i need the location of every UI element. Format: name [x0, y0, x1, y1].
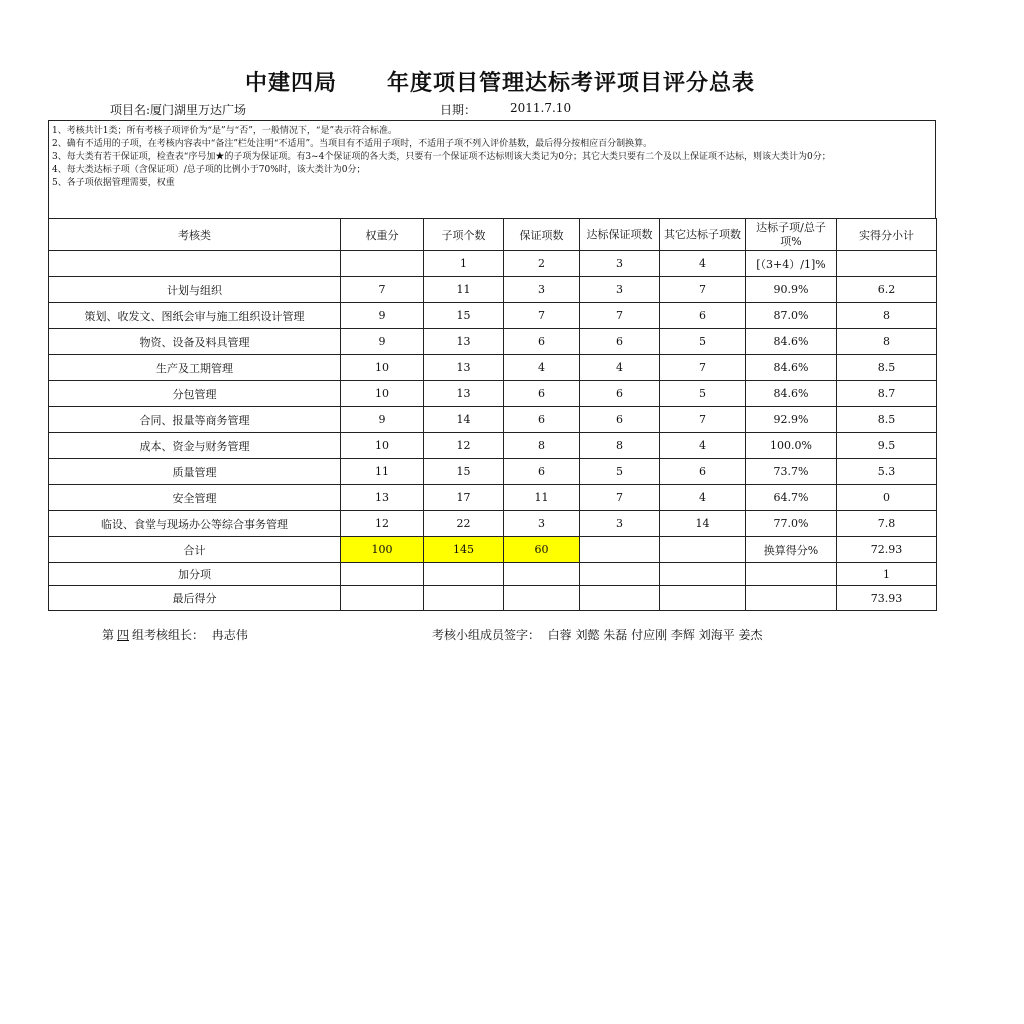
table-cell: 84.6%	[746, 381, 837, 407]
table-cell: 7	[660, 355, 746, 381]
table-cell: 3	[504, 277, 580, 303]
table-cell: 生产及工期管理	[49, 355, 341, 381]
table-cell: 5.3	[837, 459, 937, 485]
table-cell: 8	[837, 329, 937, 355]
table-cell: 6	[580, 407, 660, 433]
table-cell: 12	[341, 511, 424, 537]
table-cell	[341, 563, 424, 586]
page-title	[0, 66, 1000, 97]
table-title: 年度项目管理达标考评项目评分总表	[387, 71, 756, 96]
index-row	[49, 251, 937, 277]
note-2: 2、确有不适用的子项，在考核内容表中“备注”栏处注明“不适用”。当项目有不适用子项时，不适用子项不列入评价基数，最后得分按相应百分制换算。	[52, 139, 653, 149]
project-name: 项目名:厦门湖里万达广场	[110, 103, 247, 117]
table-cell: 15	[424, 303, 504, 329]
group-leader: 冉志伟	[211, 628, 248, 642]
table-cell: 3	[504, 511, 580, 537]
note-3: 3、每大类有若干保证项，检查表“序号加★的子项为保证项。有3~4个保证项的各大类，只要有一个保证项不达标则该大类记为0分；其它大类只要有二个及以上保证项不达标，则该大类计为0分；	[52, 152, 831, 162]
table-cell	[660, 537, 746, 563]
table-cell	[504, 563, 580, 586]
index-cell: [（3+4）/1]%	[746, 251, 837, 277]
table-cell: 计划与组织	[49, 277, 341, 303]
table-cell: 6	[504, 381, 580, 407]
table-cell: 15	[424, 459, 504, 485]
total-row	[49, 537, 937, 563]
note-1: 1、考核共计1类；所有考核子项评价为“是”与“否”，一般情况下，“是”表示符合标准。	[52, 126, 398, 136]
table-cell: 92.9%	[746, 407, 837, 433]
table-cell: 90.9%	[746, 277, 837, 303]
table-cell: 8	[837, 303, 937, 329]
date-label: 日期：	[440, 103, 477, 117]
table-row	[49, 485, 937, 511]
table-cell: 73.7%	[746, 459, 837, 485]
table-row	[49, 277, 937, 303]
table-cell: 13	[424, 329, 504, 355]
index-cell	[49, 251, 341, 277]
index-cell	[837, 251, 937, 277]
group-suffix: 组考核组长：	[132, 628, 205, 642]
table-cell	[660, 586, 746, 611]
table-cell: 11	[504, 485, 580, 511]
table-cell: 换算得分%	[746, 537, 837, 563]
table-cell: 9	[341, 329, 424, 355]
table-cell: 84.6%	[746, 329, 837, 355]
table-row	[49, 303, 937, 329]
table-cell: 4	[660, 485, 746, 511]
table-cell: 10	[341, 355, 424, 381]
group-leader-line	[102, 626, 248, 643]
table-cell	[341, 586, 424, 611]
table-cell: 100	[341, 537, 424, 563]
table-cell: 7	[580, 303, 660, 329]
bonus-row	[49, 563, 937, 586]
table-row	[49, 511, 937, 537]
table-cell: 7	[660, 407, 746, 433]
header-cell: 考核类	[49, 219, 341, 251]
table-cell: 13	[424, 381, 504, 407]
table-cell: 6	[580, 381, 660, 407]
table-cell: 0	[837, 485, 937, 511]
table-cell: 3	[580, 277, 660, 303]
table-cell: 9.5	[837, 433, 937, 459]
table-row	[49, 433, 937, 459]
table-cell: 100.0%	[746, 433, 837, 459]
table-cell: 9	[341, 303, 424, 329]
index-cell: 4	[660, 251, 746, 277]
table-cell	[580, 563, 660, 586]
table-cell	[580, 537, 660, 563]
table-cell	[424, 586, 504, 611]
header-cell: 子项个数	[424, 219, 504, 251]
table-cell: 84.6%	[746, 355, 837, 381]
table-cell: 7.8	[837, 511, 937, 537]
table-cell: 14	[660, 511, 746, 537]
table-cell: 10	[341, 381, 424, 407]
table-row	[49, 459, 937, 485]
table-cell	[746, 563, 837, 586]
table-cell	[504, 586, 580, 611]
table-cell	[660, 563, 746, 586]
table-cell: 13	[424, 355, 504, 381]
table-cell: 4	[580, 355, 660, 381]
table-cell: 10	[341, 433, 424, 459]
table-cell: 6	[660, 459, 746, 485]
table-cell: 12	[424, 433, 504, 459]
header-cell: 达标子项/总子项%	[746, 219, 837, 251]
table-row	[49, 407, 937, 433]
table-cell	[424, 563, 504, 586]
table-cell: 9	[341, 407, 424, 433]
header-cell: 权重分	[341, 219, 424, 251]
table-cell: 物资、设备及料具管理	[49, 329, 341, 355]
table-cell: 6	[660, 303, 746, 329]
org-name: 中建四局	[244, 71, 337, 96]
table-cell	[746, 586, 837, 611]
table-cell: 7	[504, 303, 580, 329]
table-cell: 87.0%	[746, 303, 837, 329]
table-cell: 8.5	[837, 407, 937, 433]
table-cell: 8	[580, 433, 660, 459]
note-4: 4、每大类达标子项（含保证项）/总子项的比例小于70%时，该大类计为0分；	[52, 165, 366, 175]
group-prefix: 第	[102, 628, 115, 642]
members-line	[432, 626, 763, 643]
table-cell: 11	[341, 459, 424, 485]
table-cell: 64.7%	[746, 485, 837, 511]
table-cell: 8	[504, 433, 580, 459]
table-row	[49, 329, 937, 355]
table-cell: 72.93	[837, 537, 937, 563]
table-cell: 4	[504, 355, 580, 381]
table-cell: 7	[580, 485, 660, 511]
table-cell: 11	[424, 277, 504, 303]
header-cell: 达标保证项数	[580, 219, 660, 251]
table-cell: 1	[837, 563, 937, 586]
members-label: 考核小组成员签字：	[432, 628, 541, 642]
table-cell: 5	[660, 381, 746, 407]
header-cell: 实得分小计	[837, 219, 937, 251]
header-cell: 保证项数	[504, 219, 580, 251]
table-cell: 22	[424, 511, 504, 537]
table-cell: 8.7	[837, 381, 937, 407]
table-cell	[580, 586, 660, 611]
table-row	[49, 355, 937, 381]
index-cell: 1	[424, 251, 504, 277]
table-cell: 安全管理	[49, 485, 341, 511]
table-cell: 8.5	[837, 355, 937, 381]
table-row	[49, 381, 937, 407]
index-cell	[341, 251, 424, 277]
table-cell: 145	[424, 537, 504, 563]
table-cell: 最后得分	[49, 586, 341, 611]
note-5: 5、各子项依据管理需要，权重	[52, 178, 175, 188]
table-cell: 6	[504, 329, 580, 355]
score-table	[48, 218, 937, 611]
table-cell: 合计	[49, 537, 341, 563]
date-value: 2011.7.10	[510, 101, 572, 115]
table-cell: 77.0%	[746, 511, 837, 537]
table-cell: 60	[504, 537, 580, 563]
table-cell: 7	[341, 277, 424, 303]
final-row	[49, 586, 937, 611]
table-cell: 质量管理	[49, 459, 341, 485]
table-cell: 6	[580, 329, 660, 355]
table-cell: 成本、资金与财务管理	[49, 433, 341, 459]
table-cell: 17	[424, 485, 504, 511]
table-cell: 14	[424, 407, 504, 433]
header-cell: 其它达标子项数	[660, 219, 746, 251]
table-cell: 加分项	[49, 563, 341, 586]
notes-box	[48, 120, 936, 218]
table-cell: 临设、食堂与现场办公等综合事务管理	[49, 511, 341, 537]
table-cell: 合同、报量等商务管理	[49, 407, 341, 433]
table-cell: 5	[660, 329, 746, 355]
group-number: 四	[117, 628, 130, 642]
table-cell: 5	[580, 459, 660, 485]
members-names: 白蓉 刘懿 朱磊 付应刚 李辉 刘海平 姜杰	[547, 628, 763, 642]
table-cell: 3	[580, 511, 660, 537]
table-cell: 6.2	[837, 277, 937, 303]
index-cell: 2	[504, 251, 580, 277]
table-cell: 6	[504, 459, 580, 485]
table-cell: 策划、收发文、图纸会审与施工组织设计管理	[49, 303, 341, 329]
table-cell: 7	[660, 277, 746, 303]
header-row	[49, 219, 937, 251]
table-cell: 73.93	[837, 586, 937, 611]
table-cell: 分包管理	[49, 381, 341, 407]
table-cell: 13	[341, 485, 424, 511]
index-cell: 3	[580, 251, 660, 277]
table-cell: 6	[504, 407, 580, 433]
table-cell: 4	[660, 433, 746, 459]
